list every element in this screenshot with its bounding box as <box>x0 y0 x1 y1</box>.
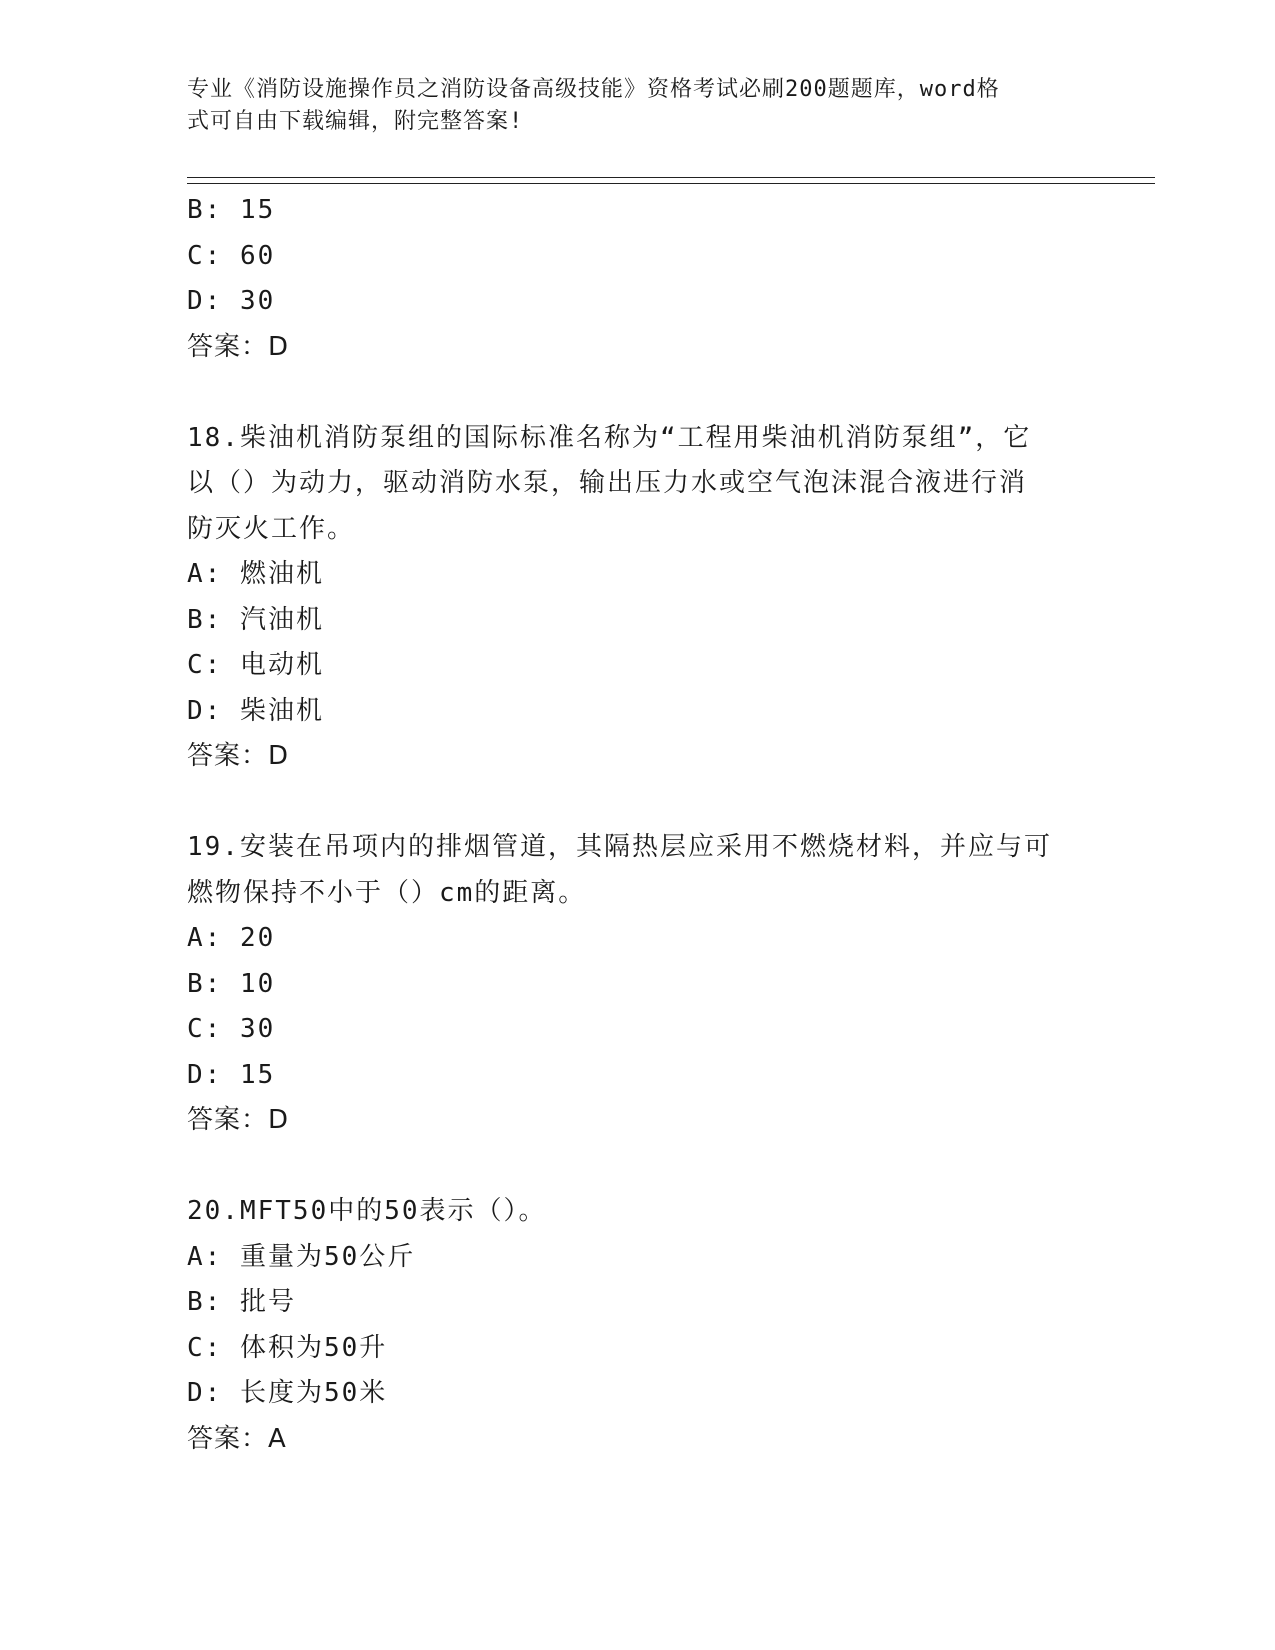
question-18 <box>187 416 1087 780</box>
option-b: B: 15 <box>187 195 276 225</box>
question-17-tail <box>187 188 1087 370</box>
question-list <box>187 188 1087 1462</box>
option-d: D: 柴油机 <box>187 695 324 726</box>
question-19 <box>187 825 1087 1144</box>
option-a: A: 重量为50公斤 <box>187 1241 416 1272</box>
question-gap <box>187 370 1087 416</box>
answer-line: 答案：D <box>187 1105 290 1135</box>
option-a: A: 20 <box>187 923 276 953</box>
question-stem-line: 18.柴油机消防泵组的国际标准名称为“工程用柴油机消防泵组”，它 <box>187 422 1032 453</box>
question-gap <box>187 1144 1087 1190</box>
header-line-2: 式可自由下载编辑，附完整答案! <box>187 109 524 134</box>
document-header <box>187 74 1067 138</box>
option-d: D: 15 <box>187 1059 276 1090</box>
header-line-1: 专业《消防设施操作员之消防设备高级技能》资格考试必刷200题题库，word格 <box>187 77 1000 102</box>
option-c: C: 60 <box>187 240 276 271</box>
option-c: C: 体积为50升 <box>187 1332 388 1363</box>
question-stem-line: 20.MFT50中的50表示（）。 <box>187 1196 547 1226</box>
answer-line: 答案：A <box>187 1423 287 1454</box>
question-20 <box>187 1189 1087 1462</box>
question-gap <box>187 780 1087 826</box>
option-b: B: 汽油机 <box>187 604 324 635</box>
option-c: C: 30 <box>187 1014 276 1044</box>
option-a: A: 燃油机 <box>187 559 324 589</box>
option-b: B: 10 <box>187 968 276 999</box>
option-c: C: 电动机 <box>187 650 324 680</box>
question-stem-line: 以（）为动力，驱动消防水泵，输出压力水或空气泡沫混合液进行消 <box>187 468 1028 498</box>
question-stem-line: 19.安装在吊项内的排烟管道，其隔热层应采用不燃烧材料，并应与可 <box>187 832 1052 862</box>
answer-line: 答案：D <box>187 741 290 771</box>
answer-line: 答案：D <box>187 331 290 362</box>
question-stem-line: 防灭火工作。 <box>187 513 356 544</box>
question-stem-line: 燃物保持不小于（）cm的距离。 <box>187 877 587 908</box>
option-d: D: 30 <box>187 286 276 316</box>
option-d: D: 长度为50米 <box>187 1378 388 1408</box>
header-divider-bottom <box>187 183 1155 184</box>
option-b: B: 批号 <box>187 1287 296 1317</box>
header-divider-top <box>187 177 1155 178</box>
